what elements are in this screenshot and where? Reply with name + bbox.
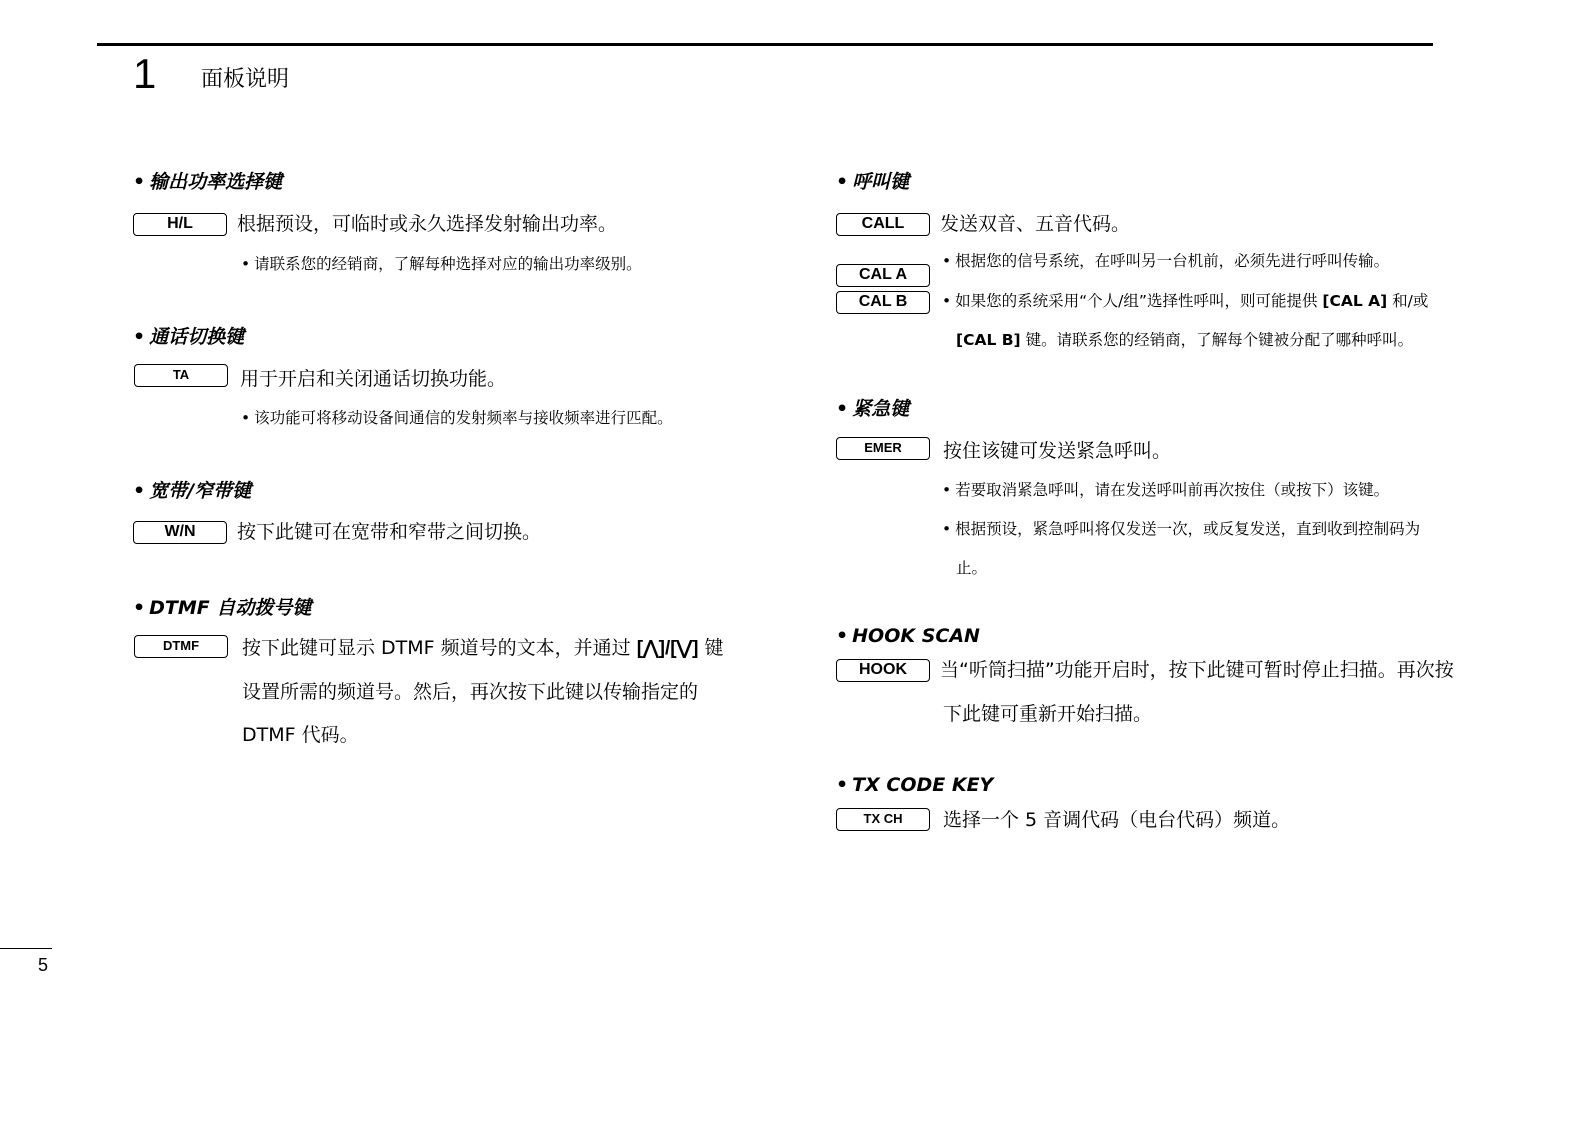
call-note-2-cont: [CAL B] 键。请联系您的经销商，了解每个键被分配了哪种呼叫。 — [956, 331, 1414, 349]
wn-key: W/N — [133, 521, 227, 544]
section-heading-dtmf: • DTMF 自动拨号键 — [133, 597, 312, 619]
tx-ch-key: TX CH — [836, 808, 930, 831]
section-heading-tx-code: • TX CODE KEY — [836, 774, 994, 796]
section-heading-wide-narrow: • 宽带/窄带键 — [133, 480, 252, 502]
emergency-note-1: • 若要取消紧急呼叫，请在发送呼叫前再次按住（或按下）该键。 — [942, 481, 1390, 499]
power-description: 根据预设，可临时或永久选择发射输出功率。 — [237, 213, 618, 235]
cal-b-key: CAL B — [836, 291, 930, 314]
up-key: [⋀] — [636, 638, 665, 659]
call-key: CALL — [836, 213, 930, 236]
header-rule — [97, 43, 1433, 46]
emergency-note-2-cont: 止。 — [956, 559, 988, 577]
power-note: • 请联系您的经销商，了解每种选择对应的输出功率级别。 — [241, 255, 642, 273]
section-heading-emergency: • 紧急键 — [836, 398, 910, 420]
tx-code-description: 选择一个 5 音调代码（电台代码）频道。 — [943, 809, 1291, 831]
section-heading-hook-scan: • HOOK SCAN — [836, 625, 980, 647]
emer-key: EMER — [836, 437, 930, 460]
wide-narrow-description: 按下此键可在宽带和窄带之间切换。 — [237, 521, 542, 543]
page-number: 5 — [38, 955, 49, 975]
call-note-1: • 根据您的信号系统，在呼叫另一台机前，必须先进行呼叫传输。 — [942, 252, 1390, 270]
footer-rule — [0, 948, 52, 949]
chapter-title: 面板说明 — [201, 67, 290, 92]
section-heading-call: • 呼叫键 — [836, 171, 910, 193]
call-note-2: • 如果您的系统采用“个人/组”选择性呼叫，则可能提供 [CAL A] 和/或 — [942, 292, 1429, 310]
section-heading-talkaround: • 通话切换键 — [133, 326, 245, 348]
ta-key: TA — [134, 364, 228, 387]
dtmf-key: DTMF — [134, 635, 228, 658]
cal-a-key: CAL A — [836, 264, 930, 287]
chapter-number: 1 — [133, 50, 157, 97]
dtmf-description: 按下此键可显示 DTMF 频道号的文本，并通过 [⋀]/[⋁] 键 设置所需的频道号。然后，再次按下此键以传输指定的 DTMF 代码。 — [242, 637, 724, 746]
section-heading-power: • 输出功率选择键 — [133, 171, 283, 193]
talkaround-description: 用于开启和关闭通话切换功能。 — [240, 368, 507, 390]
emergency-description: 按住该键可发送紧急呼叫。 — [943, 440, 1172, 462]
call-description: 发送双音、五音代码。 — [940, 213, 1131, 235]
hook-scan-description: 当“听筒扫描”功能开启时，按下此键可暂时停止扫描。再次按 下此键可重新开始扫描。 — [940, 659, 1454, 725]
down-key: [⋁] — [670, 638, 699, 659]
hook-key: HOOK — [836, 659, 930, 682]
talkaround-note: • 该功能可将移动设备间通信的发射频率与接收频率进行匹配。 — [241, 409, 673, 427]
hl-key: H/L — [133, 213, 227, 236]
emergency-note-2: • 根据预设，紧急呼叫将仅发送一次，或反复发送，直到收到控制码为 — [942, 520, 1421, 538]
